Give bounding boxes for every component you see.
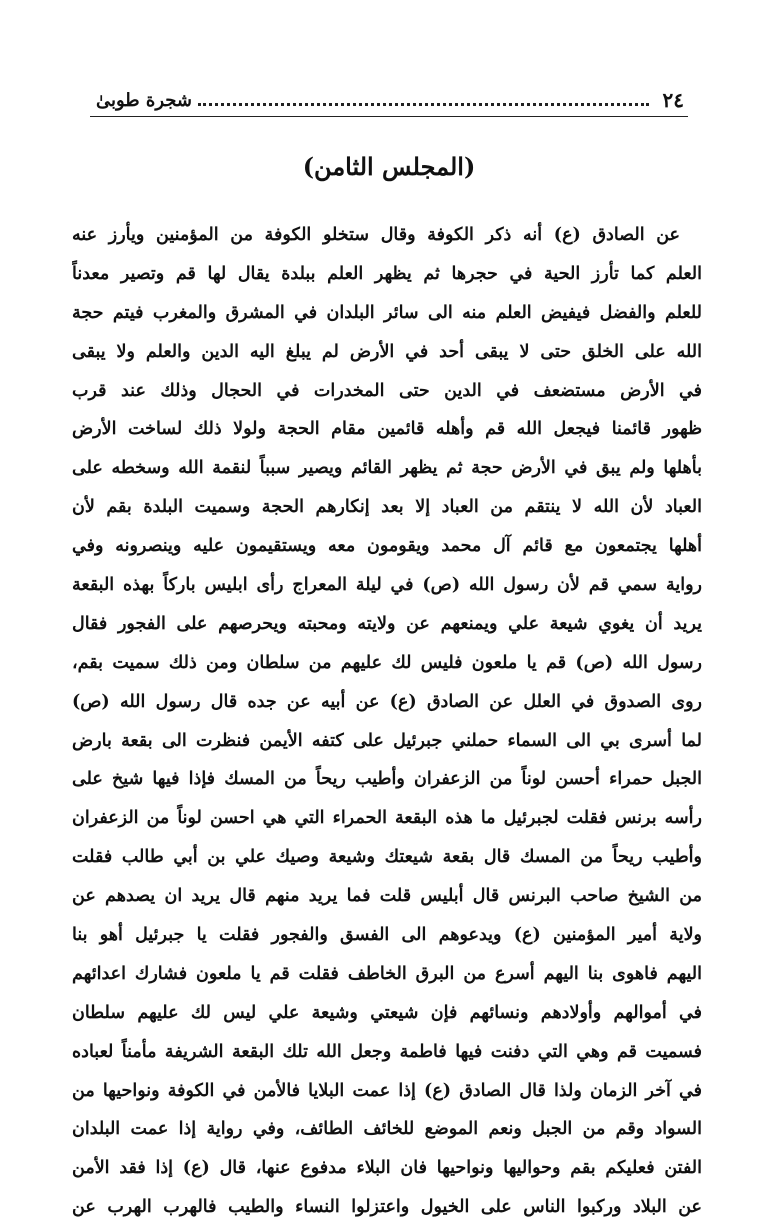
text-line: فسميت قم وهي التي دفنت فيها فاطمة وجعل الله تلك البقعة الشريفة مأمناً لعباده — [72, 1041, 702, 1062]
text-line: الجبل حمراء أحسن لوناً من الزعفران وأطيب ريحاً من المسك فإذا فيها شيخ على — [72, 769, 702, 790]
text-line: الفتن فعليكم بقم وحواليها ونواحيها فان البلاء مدفوع عنها، قال (ع) إذا فقد الأمن — [72, 1158, 702, 1179]
text-line: وأطيب ريحاً من المسك قال بقعة شيعتك وشيعة وصيك علي بن أبي طالب فقلت — [72, 847, 702, 868]
text-line: في آخر الزمان ولذا قال الصادق (ع) إذا عمت البلايا فالأمن في الكوفة ونواحيها من — [72, 1080, 702, 1101]
book-title: شجرة طوبىٰ — [96, 89, 192, 111]
body-text — [72, 216, 702, 1227]
text-line: من الشيخ صاحب البرنس قال أبليس قلت فما يريد منهم قال يريد ان يصدهم عن — [72, 886, 702, 907]
text-line: للعلم والفضل فيفيض العلم منه الى سائر البلدان في المشرق والمغرب فيتم حجة — [72, 302, 702, 323]
leader-dots — [198, 103, 649, 106]
text-line: في أموالهم وأولادهم ونسائهم فإن شيعتي وشيعة علي ليس لك عليهم سلطان — [72, 1002, 702, 1023]
text-line: رواية سمي قم لأن رسول الله (ص) في ليلة المعراج رأى ابليس باركاً بهذه البقعة — [72, 575, 702, 596]
section-title: (المجلس الثامن) — [302, 152, 476, 181]
running-header — [96, 86, 684, 114]
text-line: لما أسرى بي الى السماء حملني جبرئيل على كتفه الأيمن فنظرت الى بقعة بارض — [72, 730, 702, 751]
text-line: أهلها يجتمعون مع قائم آل محمد ويقومون معه ويستقيمون عليه وينصرونه وفي — [72, 536, 702, 557]
text-line: الله على الخلق حتى لا يبقى أحد في الأرض لم يبلغ اليه الدين والعلم ولا يبقى — [72, 341, 702, 362]
text-line: اليهم فاهوى بنا اليهم أسرع من البرق الخاطف فقلت قم يا ملعون فشارك اعدائهم — [72, 963, 702, 984]
text-line: عن الصادق (ع) أنه ذكر الكوفة وقال ستخلو الكوفة من المؤمنين ويأرز عنه — [72, 225, 680, 245]
text-line: يريد أن يغوي شيعة علي ويمنعهم عن ولايته ومحبته ويحرصهم على الفجور فقال — [72, 613, 702, 634]
text-line: رأسه برنس فقلت لجبرئيل ما هذه البقعة الحمراء التي هي احسن لوناً من الزعفران — [72, 808, 702, 829]
text-line: رسول الله (ص) قم يا ملعون فليس لك عليهم من سلطان ومن ذلك سميت بقم، — [72, 652, 702, 673]
text-line: بأهلها ولم يبق في الأرض حجة ثم يظهر القائم ويصير سبباً لنقمة الله وسخطه على — [72, 458, 702, 479]
text-line: ولاية أمير المؤمنين (ع) ويدعوهم الى الفسق والفجور فقلت يا جبرئيل أهو بنا — [72, 925, 702, 946]
header-rule — [90, 116, 688, 117]
page-number: ٢٤ — [662, 88, 684, 112]
text-line: في الأرض مستضعف في الدين حتى المخدرات في الحجال وذلك عند قرب — [72, 380, 702, 401]
text-line: ظهور قائمنا فيجعل الله قم وأهله قائمين مقام الحجة ولولا ذلك لساخت الأرض — [72, 419, 702, 440]
text-line: العباد لأن الله لا ينتقم من العباد إلا بعد إنكارهم الحجة وسميت البلدة بقم لأن — [72, 497, 702, 518]
text-line: عن البلاد وركبوا الناس على الخيول واعتزلوا النساء والطيب فالهرب الهرب عن — [72, 1197, 702, 1218]
text-line: العلم كما تأرز الحية في حجرها ثم يظهر العلم ببلدة يقال لها قم وتصير معدناً — [72, 263, 702, 284]
text-line: السواد وقم من الجبل ونعم الموضع للخائف الطائف، وفي رواية إذا عمت البلدان — [72, 1119, 702, 1140]
text-line: روى الصدوق في العلل عن الصادق (ع) عن أبيه عن جده قال رسول الله (ص) — [72, 691, 702, 712]
